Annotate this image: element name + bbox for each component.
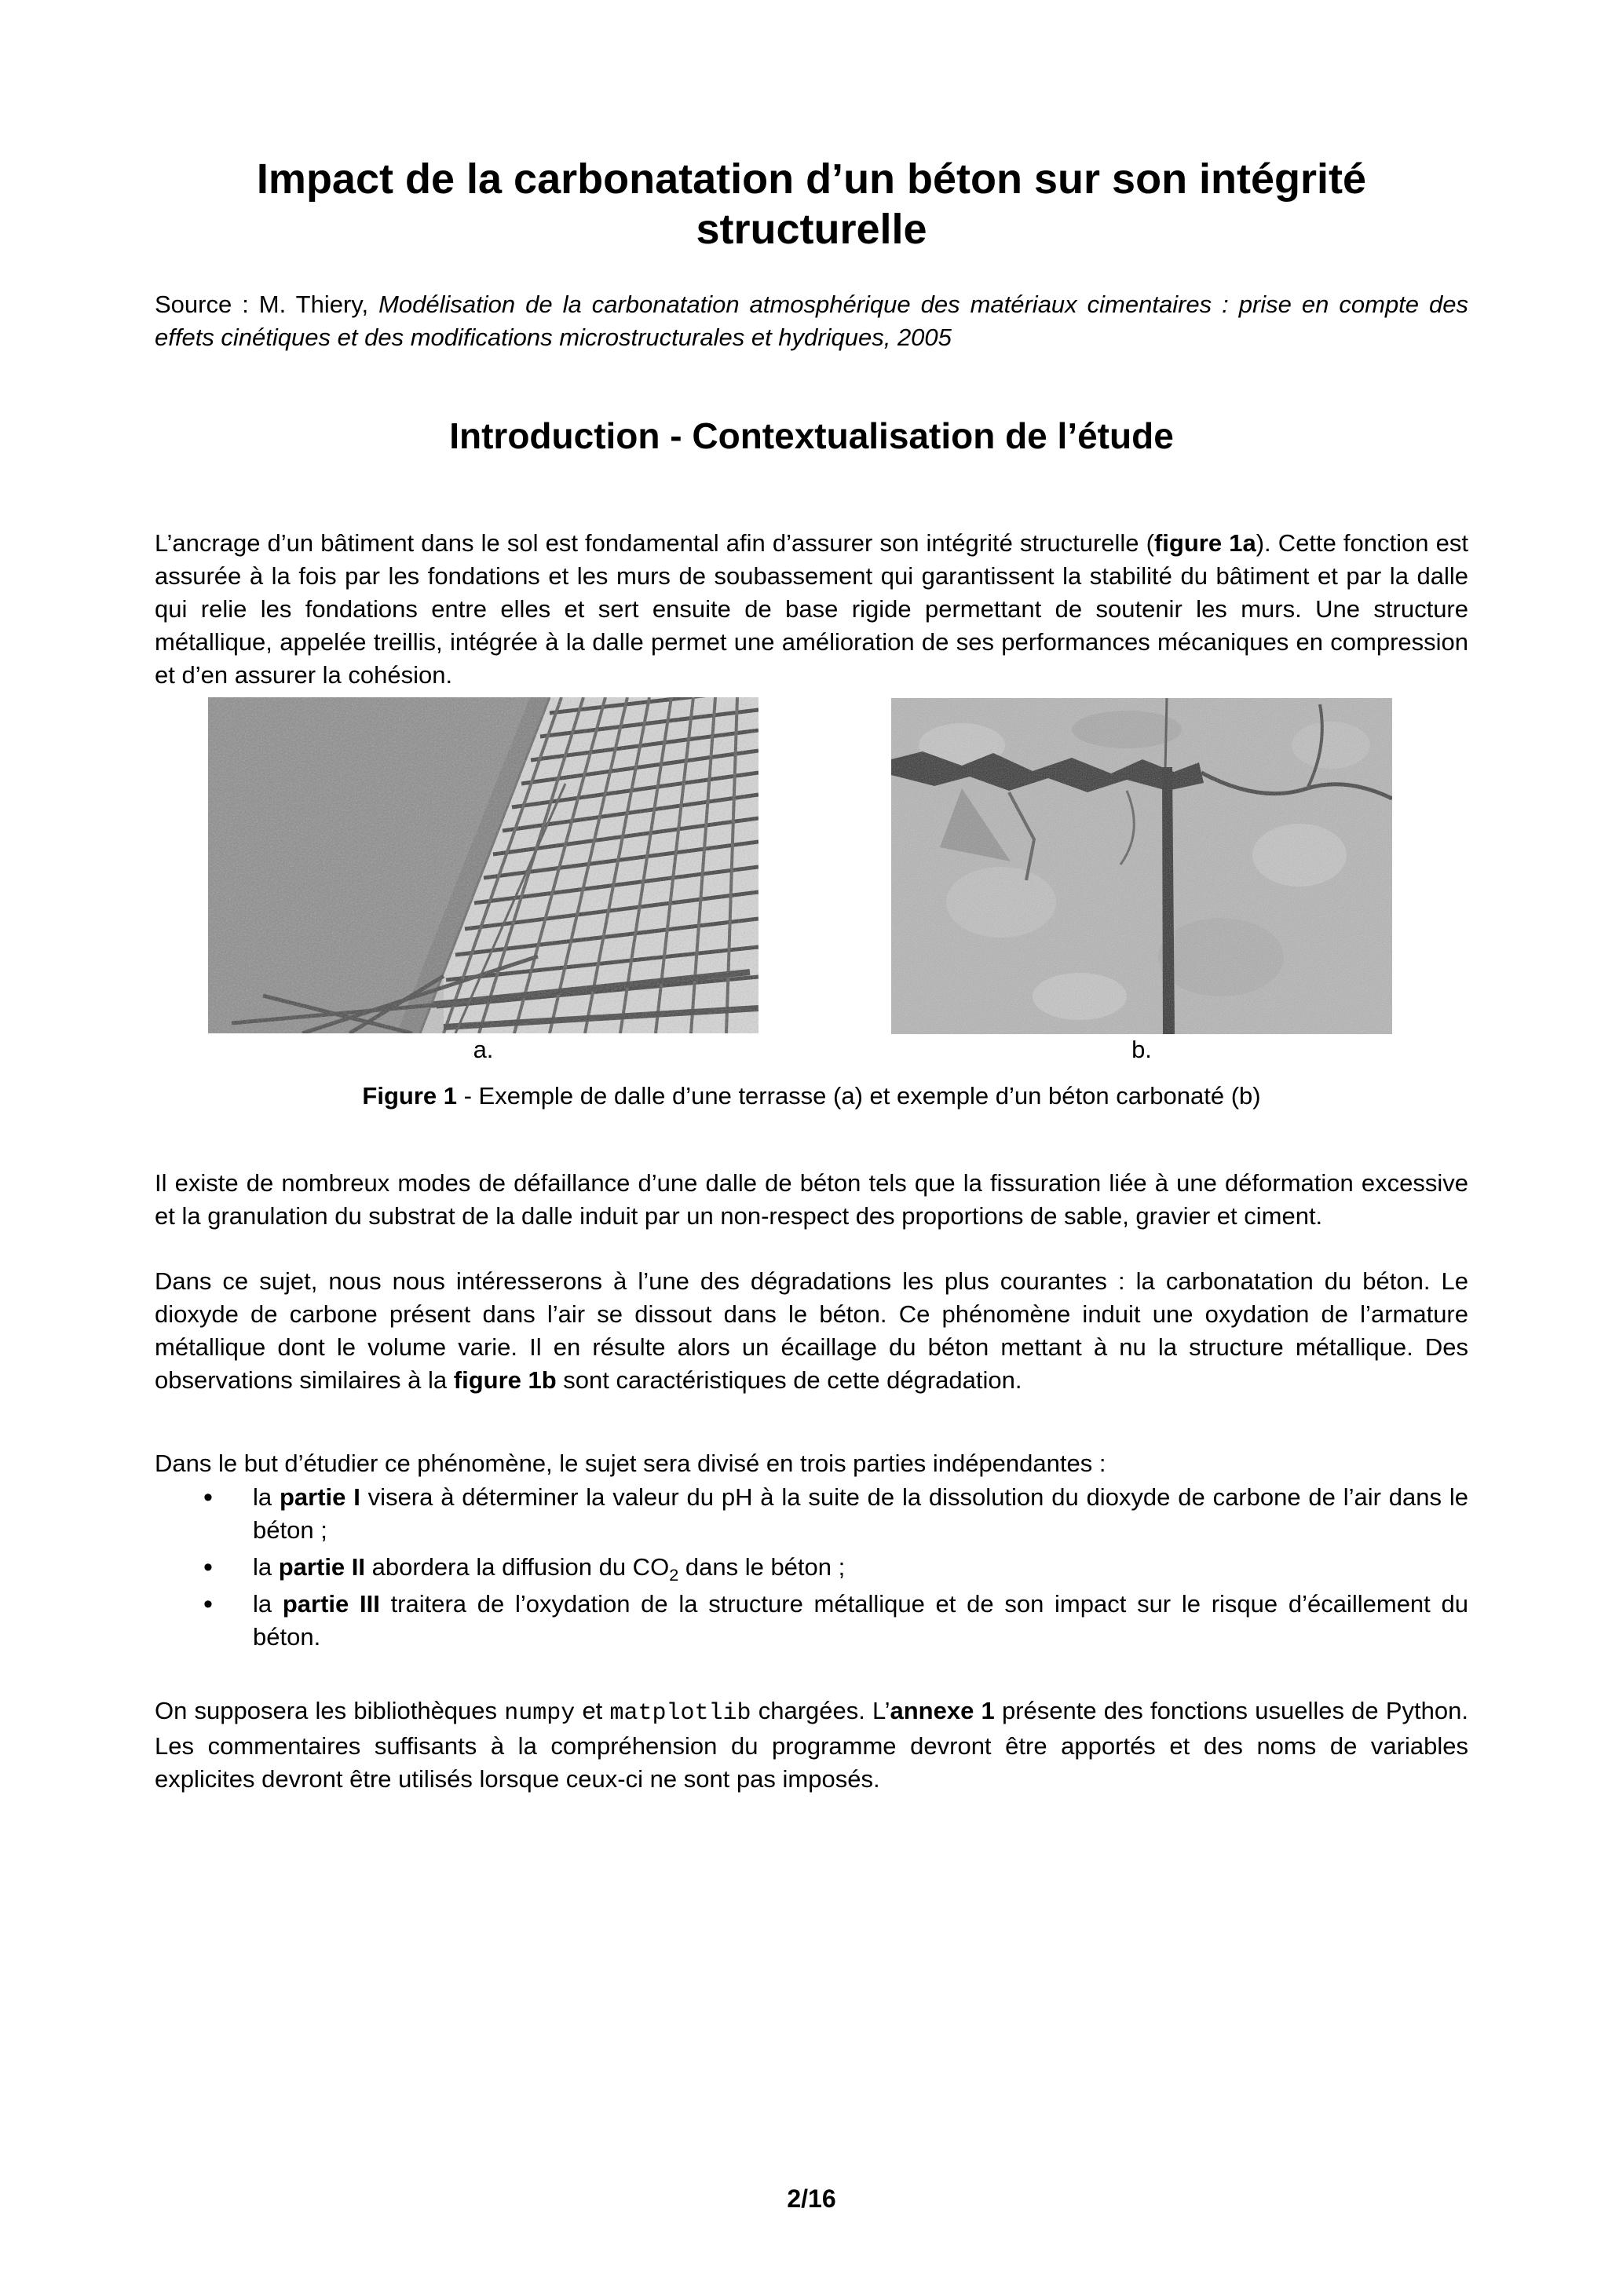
intro-paragraph: L’ancrage d’un bâtiment dans le sol est fondamental afin d’assurer son intégrité structurelle (figure 1a). Cette fonction est assurée à la fois par les fondations et les murs de soubassement qui garantissent la stabilité du bâtiment et par la dalle qui relie les fondations entre elles et sert ensuite de base rigide permettant de soutenir les murs. Une structure métallique, appelée treillis, intégrée à la dalle permet une amélioration de ses performances mécaniques en compression et d’en assurer la cohésion.: [155, 529, 1468, 689]
document-title-line1: Impact de la carbonatation d’un béton sur son intégrité: [256, 155, 1367, 203]
document-title-line2: structurelle: [696, 206, 927, 253]
paragraph-defaillance: Il existe de nombreux modes de défaillance d’une dalle de béton tels que la fissuration liée à une déformation excessive et la granulation du substrat de la dalle induit par un non-respect des proportions de sable, gravier et ciment.: [155, 1169, 1468, 1230]
figure-labels: [155, 1033, 1468, 1066]
figure-label-a: a.: [473, 1036, 494, 1063]
document-title: [155, 154, 1468, 254]
page-number: 2/16: [787, 2184, 836, 2213]
photo-terrasse-a: [208, 697, 758, 1033]
figure-1: [155, 697, 1468, 1033]
page-content: [0, 154, 1623, 1796]
paragraph-carbonatation: Dans ce sujet, nous nous intéresserons à l’une des dégradations les plus courantes : la carbonatation du béton. Le dioxyde de carbone présent dans l’air se dissout dans le béton. Ce phénomène induit une oxydation de l’armature métallique dont le volume varie. Il en résulte alors un écaillage du béton mettant à nu la structure métallique. Des observations similaires à la figure 1b sont caractéristiques de cette dégradation.: [155, 1267, 1468, 1394]
source-citation: Source : M. Thiery, Modélisation de la carbonatation atmosphérique des matériaux cimentaires : prise en compte des effets cinétiques et des modifications microstructurales et hydriques, 2005: [155, 291, 1468, 351]
list-item-partie-1: • la partie I visera à déterminer la valeur du pH à la suite de la dissolution du dioxyde de carbone de l’air dans le béton ;: [155, 1481, 1468, 1547]
figure-caption: Figure 1 - Exemple de dalle d’une terrasse (a) et exemple d’un béton carbonaté (b): [362, 1082, 1261, 1110]
figure-label-b: b.: [1131, 1036, 1152, 1063]
list-item-partie-2: • la partie II abordera la diffusion du $CO_2$ dans le béton ;: [155, 1551, 1468, 1584]
section-heading: Introduction - Contextualisation de l’étude: [449, 415, 1174, 456]
paragraph-plan-intro: Dans le but d’étudier ce phénomène, le sujet sera divisé en trois parties indépendantes :: [155, 1450, 1106, 1477]
parts-list: [155, 1481, 1468, 1654]
photo-beton-carbonate-b: [891, 698, 1392, 1034]
paragraph-consignes-python: On supposera les bibliothèques numpy et matplotlib chargées. L’annexe 1 présente des fonctions usuelles de Python. Les commentaires suffisants à la compréhension du programme devront être apportés et des noms de variables explicites devront être utilisés lorsque ceux-ci ne sont pas imposés.: [155, 1697, 1468, 1793]
list-item-partie-3: • la partie III traitera de l’oxydation de la structure métallique et de son impact sur le risque d’écaillement du béton.: [155, 1588, 1468, 1654]
